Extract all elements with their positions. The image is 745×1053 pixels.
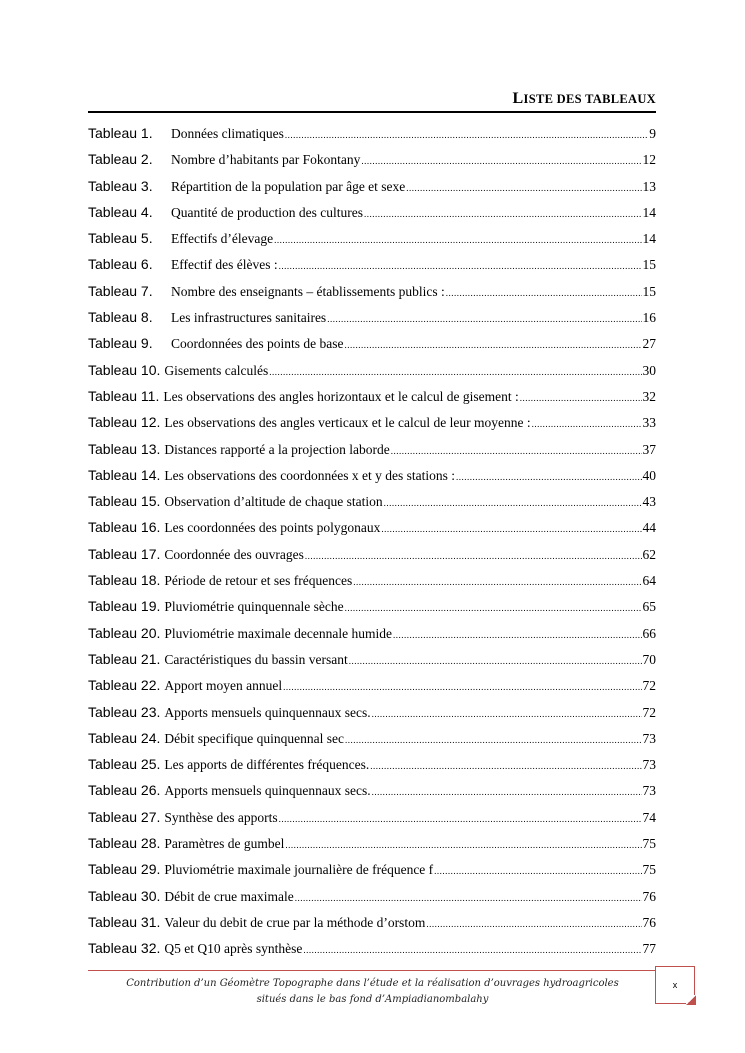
toc-entry-page: 37 (642, 441, 656, 457)
page-number: x (672, 980, 678, 990)
toc-entry-label: Tableau 16. (88, 519, 161, 536)
toc-entry-label: Tableau 14. (88, 466, 161, 483)
toc-entry-title: Apports mensuels quinquennaux secs. (164, 704, 371, 720)
toc-entry[interactable] (88, 335, 656, 361)
toc-entry-title: Les observations des angles horizontaux et le calcul de gisement : (163, 388, 519, 404)
toc-entry-label: Tableau 22. (88, 677, 161, 694)
toc-entry[interactable] (88, 362, 656, 388)
toc-dot-leader (532, 419, 642, 429)
toc-entry[interactable] (88, 388, 656, 414)
toc-entry-title: Apports mensuels quinquennaux secs. (164, 783, 371, 799)
toc-entry[interactable] (88, 283, 656, 309)
toc-entry-label: Tableau 26. (88, 782, 161, 799)
toc-entry-page: 16 (642, 310, 656, 326)
toc-entry-page: 62 (642, 546, 656, 562)
toc-entry-title: Pluviométrie quinquennale sèche (164, 599, 344, 615)
toc-entry[interactable] (88, 493, 656, 519)
toc-entry[interactable] (88, 125, 656, 151)
toc-entry-label: Tableau 7. (88, 282, 153, 299)
toc-entry[interactable] (88, 888, 656, 914)
toc-entry-label: Tableau 30. (88, 887, 161, 904)
toc-entry[interactable] (88, 598, 656, 624)
toc-entry-page: 33 (642, 415, 656, 431)
toc-entry-title: Valeur du debit de crue par la méthode d’orstom (164, 914, 426, 930)
toc-entry-label: Tableau 18. (88, 572, 161, 589)
toc-entry-label: Tableau 24. (88, 729, 161, 746)
toc-entry-page: 66 (642, 625, 656, 641)
toc-entry-title: Coordonnées des points de base (171, 336, 344, 352)
toc-entry-label: Tableau 9. (88, 335, 153, 352)
toc-entry-page: 73 (642, 757, 656, 773)
toc-entry-title: Coordonnée des ouvrages (164, 546, 304, 562)
toc-dot-leader (372, 709, 642, 719)
toc-dot-leader (456, 472, 642, 482)
toc-entry-label: Tableau 23. (88, 703, 161, 720)
toc-dot-leader (327, 314, 641, 324)
toc-entry-title: Observation d’altitude de chaque station (164, 494, 383, 510)
toc-entry-page: 76 (642, 914, 656, 930)
toc-entry-page: 43 (642, 494, 656, 510)
toc-dot-leader (446, 288, 642, 298)
toc-entry-title: Nombre d’habitants par Fokontany (171, 152, 361, 168)
toc-entry-page: 30 (642, 362, 656, 378)
toc-entry-label: Tableau 10. (88, 361, 161, 378)
toc-dot-leader (274, 235, 641, 245)
toc-entry-page: 9 (649, 126, 656, 141)
toc-entry-title: Répartition de la population par âge et sexe (171, 178, 406, 194)
toc-entry-page: 44 (642, 520, 656, 536)
toc-entry-title: Données climatiques (171, 126, 284, 141)
toc-entry[interactable] (88, 467, 656, 493)
toc-entry-title: Les coordonnées des points polygonaux (164, 520, 381, 536)
toc-dot-leader (269, 367, 641, 377)
toc-entry[interactable] (88, 730, 656, 756)
toc-dot-leader (391, 446, 642, 456)
toc-entry-page: 32 (642, 388, 656, 404)
toc-entry[interactable] (88, 256, 656, 282)
toc-entry-title: Quantité de production des cultures (171, 204, 363, 220)
toc-entry-label: Tableau 25. (88, 756, 161, 773)
toc-entry-label: Tableau 11. (88, 387, 160, 404)
toc-dot-leader (353, 577, 641, 587)
toc-entry-page: 14 (642, 204, 656, 220)
toc-entry-label: Tableau 21. (88, 650, 161, 667)
toc-entry-label: Tableau 28. (88, 835, 161, 852)
toc-dot-leader (303, 945, 641, 955)
toc-entry-title: Apport moyen annuel (164, 678, 283, 694)
toc-dot-leader (345, 603, 642, 613)
toc-entry[interactable] (88, 677, 656, 703)
toc-entry[interactable] (88, 414, 656, 440)
toc-dot-leader (295, 893, 642, 903)
toc-entry-label: Tableau 17. (88, 545, 161, 562)
toc-dot-leader (285, 840, 641, 850)
toc-entry-title: Période de retour et ses fréquences (164, 573, 353, 589)
list-of-tables (88, 125, 656, 967)
toc-entry-label: Tableau 3. (88, 177, 153, 194)
toc-entry-page: 73 (642, 783, 656, 799)
toc-entry[interactable] (88, 940, 656, 966)
page-number-box (655, 966, 695, 1004)
toc-entry-label: Tableau 31. (88, 913, 161, 930)
toc-entry[interactable] (88, 230, 656, 256)
toc-entry[interactable] (88, 204, 656, 230)
toc-entry-page: 77 (642, 941, 656, 957)
toc-entry-page: 76 (642, 888, 656, 904)
toc-entry-page: 15 (642, 257, 656, 273)
toc-entry[interactable] (88, 546, 656, 572)
toc-dot-leader (285, 130, 648, 140)
toc-entry-title: Synthèse des apports (164, 809, 278, 825)
toc-dot-leader (349, 656, 642, 666)
toc-entry-page: 73 (642, 730, 656, 746)
toc-dot-leader (305, 551, 642, 561)
toc-entry-title: Effectifs d’élevage (171, 231, 274, 247)
toc-entry-label: Tableau 2. (88, 151, 153, 168)
toc-entry[interactable] (88, 704, 656, 730)
toc-dot-leader (283, 682, 641, 692)
toc-entry-label: Tableau 8. (88, 309, 153, 326)
toc-dot-leader (393, 630, 642, 640)
toc-entry-title: Les apports de différentes fréquences. (164, 757, 370, 773)
toc-entry[interactable] (88, 178, 656, 204)
toc-entry-label: Tableau 1. (88, 125, 153, 141)
toc-entry-label: Tableau 6. (88, 256, 153, 273)
toc-entry-title: Caractéristiques du bassin versant (164, 651, 348, 667)
toc-entry-page: 13 (642, 178, 656, 194)
footer-text: Contribution d’un Géomètre Topographe dans l’étude et la réalisation d’ouvrages hydroagricoles situés dans le bas fond d’Ampiadianombalahy (126, 978, 619, 1005)
toc-dot-leader (434, 866, 641, 876)
toc-entry[interactable] (88, 151, 656, 177)
toc-entry-page: 27 (642, 336, 656, 352)
toc-entry-title: Les infrastructures sanitaires (171, 310, 327, 326)
toc-entry[interactable] (88, 861, 656, 887)
toc-entry-page: 40 (642, 467, 656, 483)
toc-dot-leader (370, 761, 641, 771)
toc-entry[interactable] (88, 572, 656, 598)
toc-entry-page: 64 (642, 573, 656, 589)
toc-entry-label: Tableau 32. (88, 940, 161, 957)
toc-dot-leader (361, 156, 641, 166)
toc-dot-leader (384, 498, 642, 508)
toc-entry[interactable] (88, 782, 656, 808)
title-rule (88, 111, 656, 113)
toc-entry[interactable] (88, 809, 656, 835)
toc-entry-label: Tableau 4. (88, 203, 153, 220)
toc-entry[interactable] (88, 625, 656, 651)
toc-dot-leader (372, 787, 642, 797)
toc-entry-label: Tableau 20. (88, 624, 161, 641)
toc-entry[interactable] (88, 441, 656, 467)
toc-dot-leader (279, 814, 642, 824)
toc-entry[interactable] (88, 651, 656, 677)
toc-entry-title: Débit specifique quinquennal sec (164, 730, 344, 746)
toc-entry-page: 75 (642, 836, 656, 852)
toc-dot-leader (279, 261, 642, 271)
toc-entry-title: Débit de crue maximale (164, 888, 294, 904)
toc-entry-label: Tableau 19. (88, 598, 161, 615)
toc-entry-title: Effectif des élèves : (171, 257, 278, 273)
toc-entry-title: Pluviométrie maximale journalière de fréquence f (164, 862, 434, 878)
toc-entry-label: Tableau 29. (88, 861, 161, 878)
toc-entry-title: Pluviométrie maximale decennale humide (164, 625, 392, 641)
toc-entry[interactable] (88, 835, 656, 861)
toc-dot-leader (344, 340, 641, 350)
toc-entry-label: Tableau 13. (88, 440, 161, 457)
toc-entry-title: Paramètres de gumbel (164, 836, 285, 852)
toc-entry[interactable] (88, 519, 656, 545)
toc-dot-leader (345, 735, 642, 745)
toc-entry-title: Nombre des enseignants – établissements publics : (171, 283, 445, 299)
toc-entry-page: 65 (642, 599, 656, 615)
toc-dot-leader (364, 209, 642, 219)
toc-entry-label: Tableau 12. (88, 414, 161, 431)
toc-entry[interactable] (88, 914, 656, 940)
toc-entry-label: Tableau 5. (88, 230, 153, 247)
toc-entry-page: 15 (642, 283, 656, 299)
toc-dot-leader (520, 393, 642, 403)
toc-dot-leader (426, 919, 641, 929)
toc-entry-label: Tableau 27. (88, 808, 161, 825)
toc-entry-page: 75 (642, 862, 656, 878)
toc-entry-title: Q5 et Q10 après synthèse (164, 941, 303, 957)
toc-entry-title: Gisements calculés (164, 362, 269, 378)
toc-entry-title: Les observations des angles verticaux et le calcul de leur moyenne : (164, 415, 531, 431)
footer-rule (88, 970, 658, 971)
toc-entry-page: 74 (642, 809, 656, 825)
toc-entry-page: 72 (642, 678, 656, 694)
toc-entry-label: Tableau 15. (88, 493, 161, 510)
toc-entry-page: 12 (642, 152, 656, 168)
toc-entry[interactable] (88, 756, 656, 782)
toc-dot-leader (406, 183, 641, 193)
toc-entry-title: Les observations des coordonnées x et y des stations : (164, 467, 455, 483)
toc-entry-title: Distances rapporté a la projection laborde (164, 441, 390, 457)
page-title: LISTE DES TABLEAUX (512, 90, 656, 107)
toc-entry-page: 72 (642, 704, 656, 720)
toc-dot-leader (381, 524, 641, 534)
toc-entry-page: 14 (642, 231, 656, 247)
toc-entry[interactable] (88, 309, 656, 335)
toc-entry-page: 70 (642, 651, 656, 667)
